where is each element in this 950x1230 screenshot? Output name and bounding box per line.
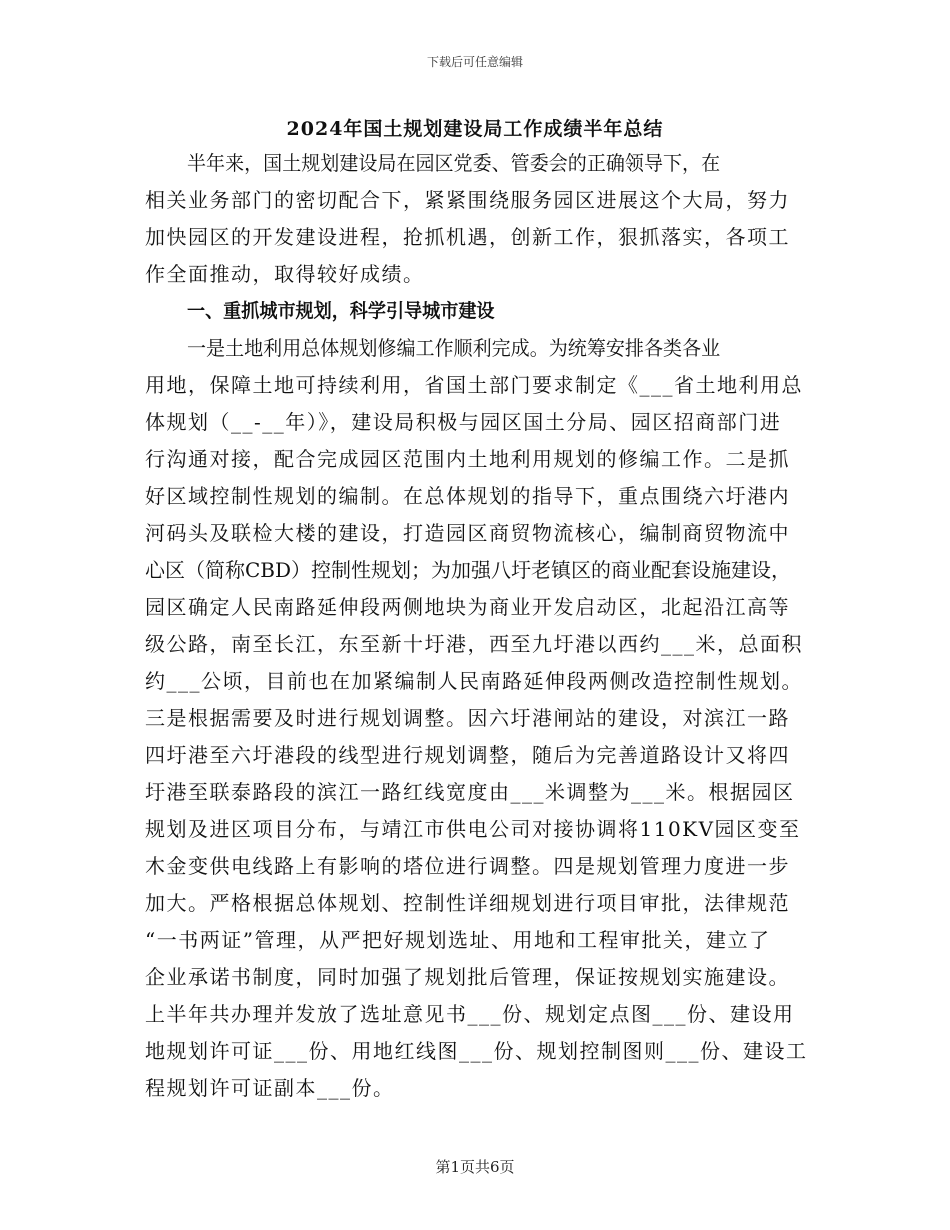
paragraph-line: 企业承诺书制度，同时加强了规划批后管理，保证按规划实施建设。: [145, 965, 790, 989]
paragraph-line: 心区（简称CBD）控制性规划；为加强八圩老镇区的商业配套设施建设，: [145, 558, 792, 582]
paragraph-line: 相关业务部门的密切配合下，紧紧围绕服务园区进展这个大局，努力: [145, 188, 790, 212]
paragraph-line: 加大。严格根据总体规划、控制性详细规划进行项目审批，法律规范: [145, 891, 790, 915]
paragraph-line: 行沟通对接，配合完成园区范围内土地利用规划的修编工作。二是抓: [145, 447, 790, 471]
paragraph-line: 半年来，国土规划建设局在园区党委、管委会的正确领导下，在: [187, 151, 721, 175]
paragraph-line: 木金变供电线路上有影响的塔位进行调整。四是规划管理力度进一步: [145, 854, 790, 878]
paragraph-line: 上半年共办理并发放了选址意见书___份、规划定点图___份、建设用: [145, 1002, 795, 1026]
paragraph-line: 作全面推动，取得较好成绩。: [145, 262, 425, 286]
paragraph-line: 三是根据需要及时进行规划调整。因六圩港闸站的建设，对滨江一路: [145, 706, 790, 730]
paragraph-line: 体规划（__-__年）》，建设局积极与园区国土分局、园区招商部门进: [145, 410, 782, 434]
document-title: 2024年国土规划建设局工作成绩半年总结: [286, 118, 664, 140]
paragraph-line: 河码头及联检大楼的建设，打造园区商贸物流核心，编制商贸物流中: [145, 521, 790, 545]
page-indicator: 第1页共6页: [435, 1158, 515, 1176]
page-header-note: 下载后可任意编辑: [426, 55, 523, 69]
paragraph-line: 用地，保障土地可持续利用，省国土部门要求制定《___省土地利用总: [145, 373, 803, 397]
paragraph-line: 级公路，南至长江，东至新十圩港，西至九圩港以西约___米，总面积: [145, 632, 803, 656]
paragraph-line: 程规划许可证副本___份。: [145, 1076, 395, 1100]
paragraph-line: 圩港至联泰路段的滨江一路红线宽度由___米调整为___米。根据园区: [145, 780, 795, 804]
paragraph-line: 好区域控制性规划的编制。在总体规划的指导下，重点围绕六圩港内: [145, 484, 790, 508]
paragraph-line: 一是土地利用总体规划修编工作顺利完成。为统筹安排各类各业: [187, 336, 721, 360]
paragraph-line: 四圩港至六圩港段的线型进行规划调整，随后为完善道路设计又将四: [145, 743, 790, 767]
paragraph-line: 园区确定人民南路延伸段两侧地块为商业开发启动区，北起沿江高等: [145, 595, 790, 619]
paragraph-line: 地规划许可证___份、用地红线图___份、规划控制图则___份、建设工: [145, 1039, 808, 1063]
paragraph-line: 加快园区的开发建设进程，抢抓机遇，创新工作，狠抓落实，各项工: [145, 225, 790, 249]
paragraph-line: 规划及进区项目分布，与靖江市供电公司对接协调将110KV园区变至: [145, 817, 801, 841]
paragraph-line: “一书两证”管理，从严把好规划选址、用地和工程审批关，建立了: [145, 928, 771, 952]
paragraph-line: 约___公顷，目前也在加紧编制人民南路延伸段两侧改造控制性规划。: [145, 669, 803, 693]
section-heading: 一、重抓城市规划，科学引导城市建设: [187, 300, 495, 322]
